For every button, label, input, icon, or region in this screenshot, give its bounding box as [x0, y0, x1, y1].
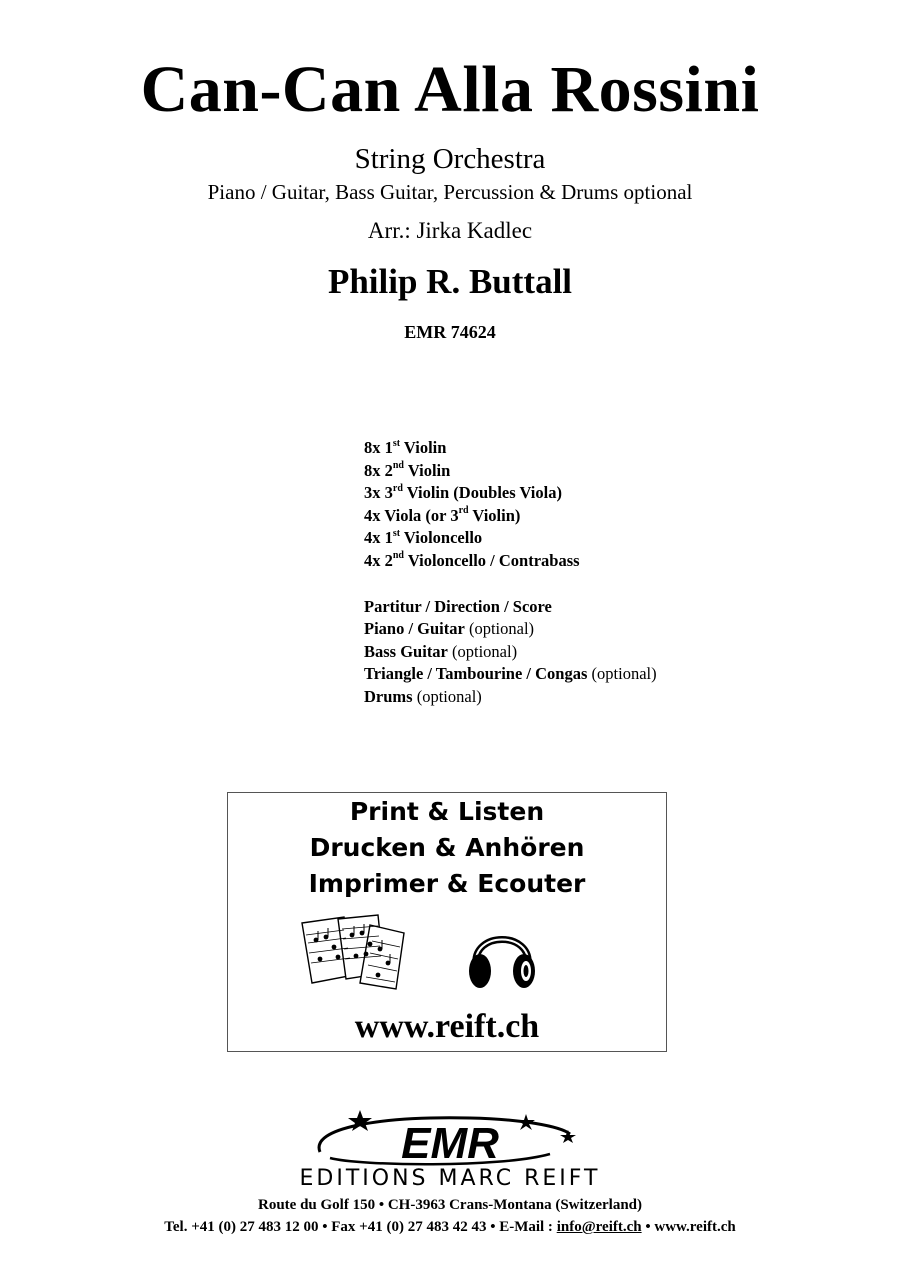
part-item: Triangle / Tambourine / Congas (optional): [364, 664, 657, 684]
publisher-address: Route du Golf 150 • CH-3963 Crans-Montana (Switzerland): [258, 1197, 642, 1213]
promo-line: Print & Listen: [349, 797, 545, 826]
print-listen-box: [227, 792, 667, 1052]
part-item: 4x 1st Violoncello: [364, 527, 483, 548]
promo-line: Imprimer & Ecouter: [308, 869, 586, 898]
subtitle: String Orchestra: [354, 143, 546, 175]
page-title: Can-Can Alla Rossini: [140, 53, 760, 126]
part-item: Bass Guitar (optional): [364, 641, 518, 661]
optional-instruments-line: Piano / Guitar, Bass Guitar, Percussion & Drums optional: [207, 180, 693, 204]
part-item: Partitur / Direction / Score: [364, 596, 552, 616]
headphones-icon: [466, 917, 538, 993]
catalog-number: EMR 74624: [404, 322, 496, 342]
web-link[interactable]: • www.reift.ch: [641, 1219, 736, 1235]
promo-line: Drucken & Anhören: [309, 833, 585, 862]
publisher-contact: Tel. +41 (0) 27 483 12 00 • Fax +41 (0) 27 483 42 43 • E-Mail : info@reift.ch • www.reift.ch: [164, 1219, 736, 1235]
promo-url[interactable]: www.reift.ch: [354, 1008, 540, 1045]
sheet-music-icon: [300, 913, 412, 991]
part-item: 4x 2nd Violoncello / Contrabass: [364, 550, 580, 570]
composer-name: Philip R. Buttall: [327, 262, 573, 301]
emr-logo-text: EMR: [401, 1119, 499, 1168]
part-item: Drums (optional): [364, 686, 482, 706]
publisher-name: EDITIONS MARC REIFT: [299, 1166, 601, 1191]
list-spacer: [364, 573, 657, 596]
part-item: 8x 2nd Violin: [364, 460, 451, 480]
part-item: 3x 3rd Violin (Doubles Viola): [364, 482, 562, 503]
emr-logo: [300, 1108, 600, 1170]
part-item: 8x 1st Violin: [364, 437, 447, 457]
email-link[interactable]: info@reift.ch: [556, 1219, 642, 1235]
part-item: 4x Viola (or 3rd Violin): [364, 505, 521, 525]
parts-list: [364, 437, 657, 709]
part-item: Piano / Guitar (optional): [364, 619, 535, 639]
arranger-credit: Arr.: Jirka Kadlec: [367, 218, 533, 243]
